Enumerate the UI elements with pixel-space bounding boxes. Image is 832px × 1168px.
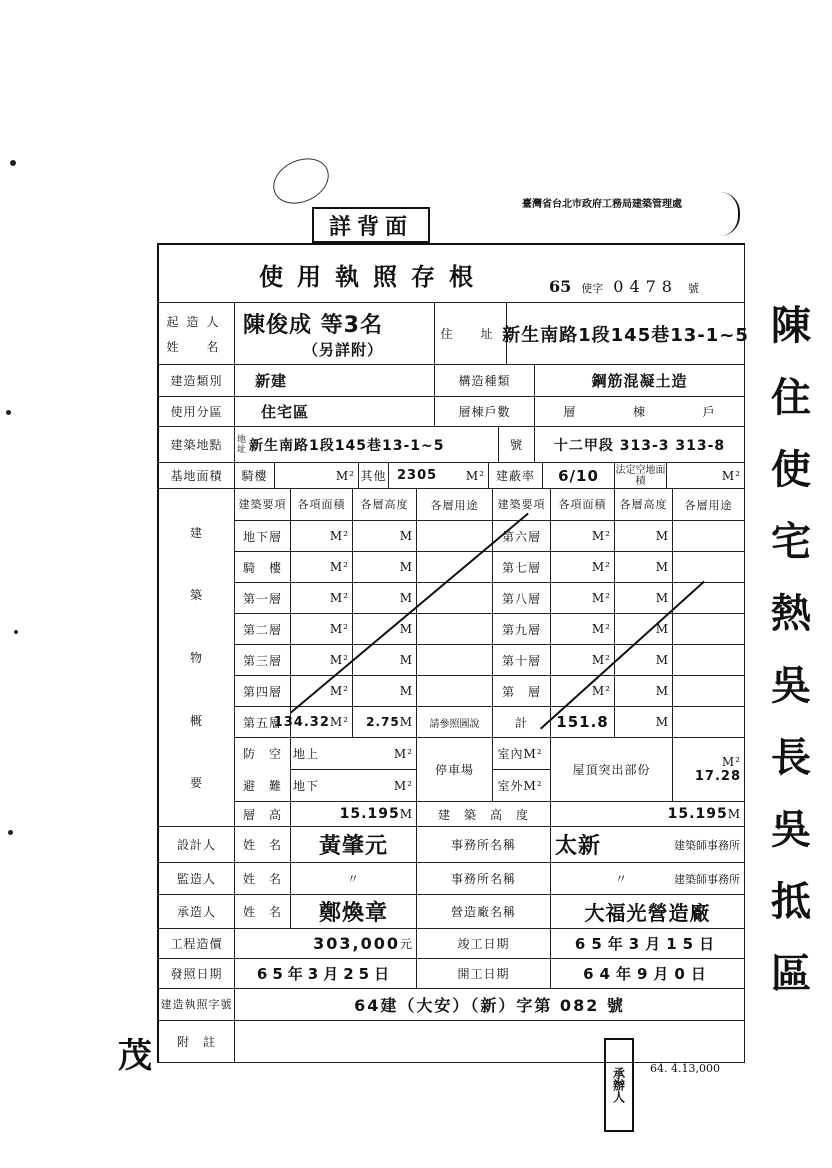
floors-header-height-left: 各層高度 — [353, 489, 417, 521]
location-address: 地址 新生南路1段145巷13-1~5 — [235, 427, 499, 463]
left-margin-mark: 茂 — [118, 1036, 152, 1076]
roof-label: 屋頂突出部份 — [551, 738, 673, 802]
floors-header-area-left: 各項面積 — [291, 489, 353, 521]
floor-height: M — [615, 552, 673, 583]
parking-outdoor: 室外 M² — [493, 770, 551, 802]
supervisor-office: 〃 建築師事務所 — [551, 863, 745, 895]
floor-label: 騎 樓 — [235, 552, 291, 583]
done-date-label: 竣工日期 — [417, 929, 551, 959]
floor-height: M — [615, 614, 673, 645]
floor-area: M² — [291, 645, 353, 676]
floor-area: 151.8 — [551, 707, 615, 738]
floor-label: 第九層 — [493, 614, 551, 645]
floor-height: M — [353, 583, 417, 614]
floor-area: M² — [291, 614, 353, 645]
margin-dots — [10, 160, 16, 166]
shelter-below: 地下 M² — [291, 770, 417, 802]
permit-value: 64建（大安）（新）字第 082 號 — [235, 989, 745, 1021]
base-area-label: 基地面積 — [159, 463, 235, 489]
floor-label: 第八層 — [493, 583, 551, 614]
margin-dots — [6, 410, 11, 415]
start-date-value: 64年9月0日 — [551, 959, 745, 989]
floor-height: M — [353, 676, 417, 707]
floor-label: 地下層 — [235, 521, 291, 552]
roof-value: M² 17.28 — [673, 738, 745, 802]
floor-height-value: 15.195 M — [291, 802, 417, 827]
floors-header-item-right: 建築要項 — [493, 489, 551, 521]
contractor-company-label: 營造廠名稱 — [417, 895, 551, 929]
done-date-value: 65年3月15日 — [551, 929, 745, 959]
designer-name-label: 姓 名 — [235, 827, 291, 863]
floor-use — [673, 676, 745, 707]
margin-dots — [8, 830, 13, 835]
building-height-label: 建 築 高 度 — [417, 802, 551, 827]
supervisor-role: 監造人 — [159, 863, 235, 895]
building-height-value: 15.195 M — [551, 802, 745, 827]
note-label: 附 註 — [159, 1021, 235, 1063]
floor-label: 第十層 — [493, 645, 551, 676]
permit-number: 65 使字 0478 號 — [549, 277, 699, 296]
contractor-role: 承造人 — [159, 895, 235, 929]
floor-height: M — [615, 676, 673, 707]
location-lot-value: 十二甲段 313-3 313-8 — [535, 427, 745, 463]
shelter-label: 防 空 避 難 — [235, 738, 291, 802]
floor-area: M² — [551, 614, 615, 645]
corner-mark — [266, 150, 336, 213]
floor-area: M² — [291, 552, 353, 583]
floor-use — [417, 614, 493, 645]
floor-height: M — [353, 552, 417, 583]
arcade-area: M² — [275, 463, 359, 489]
margin-dots — [14, 630, 18, 634]
floor-area: M² — [551, 552, 615, 583]
floor-area: M² — [551, 521, 615, 552]
permit-label: 建造執照字號 — [159, 989, 235, 1021]
shelter-above: 地上 M² — [291, 738, 417, 770]
official-seal: 承辦人 — [604, 1038, 634, 1132]
floor-use — [417, 552, 493, 583]
other-label: 其他 — [359, 463, 389, 489]
building-type-value: 新建 — [235, 365, 435, 397]
designer-office-label: 事務所名稱 — [417, 827, 551, 863]
floor-height: M — [353, 614, 417, 645]
cost-label: 工程造價 — [159, 929, 235, 959]
floors-label: 層棟戶數 — [435, 397, 535, 427]
floor-label: 第六層 — [493, 521, 551, 552]
floor-use — [417, 676, 493, 707]
issue-date-value: 65年3月25日 — [235, 959, 417, 989]
structure-value: 鋼筋混凝土造 — [535, 365, 745, 397]
designer-name: 黃肇元 — [291, 827, 417, 863]
designer-office: 太新 建築師事務所 — [551, 827, 745, 863]
floor-label: 第 層 — [493, 676, 551, 707]
cost-value: 303,000 元 — [235, 929, 417, 959]
detail-back-stamp: 詳背面 — [312, 207, 430, 243]
supervisor-office-label: 事務所名稱 — [417, 863, 551, 895]
other-area: 2305 M² — [389, 463, 489, 489]
page-title: 使用執照存根 — [259, 262, 487, 291]
building-section-label: 建 築 物 概 要 — [159, 489, 235, 827]
floor-height: M — [615, 645, 673, 676]
floor-area: M² — [551, 676, 615, 707]
floor-use — [417, 645, 493, 676]
floor-area: M² — [551, 645, 615, 676]
building-type-label: 建造類別 — [159, 365, 235, 397]
floor-label: 第三層 — [235, 645, 291, 676]
contractor-name: 鄭煥章 — [291, 895, 417, 929]
parking-label: 停車場 — [417, 738, 493, 802]
floor-use — [417, 583, 493, 614]
supervisor-name: 〃 — [291, 863, 417, 895]
contractor-name-label: 姓 名 — [235, 895, 291, 929]
floor-use — [673, 645, 745, 676]
floors-value: 層 棟 戶 — [535, 397, 745, 427]
print-info: 64. 4.13,000 — [650, 1062, 720, 1075]
applicant-name: 陳俊成 等3名 （另詳附） — [235, 303, 435, 365]
floor-height-label: 層 高 — [235, 802, 291, 827]
designer-role: 設計人 — [159, 827, 235, 863]
note-value — [235, 1021, 745, 1063]
coverage-value: 6/10 — [543, 463, 615, 489]
right-margin-notes: 陳 住 使 宅 熱 吳 長 吳 抵 區 — [771, 303, 811, 997]
address-label: 住 址 — [435, 303, 507, 365]
floor-use — [417, 521, 493, 552]
floor-height: M — [615, 707, 673, 738]
floor-label: 第五層 — [235, 707, 291, 738]
coverage-label: 建蔽率 — [489, 463, 543, 489]
open-space-area: M² — [667, 463, 745, 489]
floor-area: M² — [551, 583, 615, 614]
floor-area: M² — [291, 521, 353, 552]
location-label: 建築地點 — [159, 427, 235, 463]
contractor-company: 大福光營造廠 — [551, 895, 745, 929]
open-space-label: 法定空地面積 — [615, 463, 667, 489]
floor-area: M² — [291, 583, 353, 614]
floor-label: 第二層 — [235, 614, 291, 645]
form-title — [159, 245, 745, 303]
floor-use — [673, 521, 745, 552]
floor-use: 請參照圖說 — [417, 707, 493, 738]
floor-use — [673, 614, 745, 645]
issue-date-label: 發照日期 — [159, 959, 235, 989]
floor-area: M² — [291, 676, 353, 707]
floor-use — [673, 707, 745, 738]
applicant-label: 起造人 姓 名 — [159, 303, 235, 365]
floor-label: 計 — [493, 707, 551, 738]
office-seal: 臺灣省台北市政府工務局建築管理處 — [512, 192, 740, 236]
arcade-label: 騎樓 — [235, 463, 275, 489]
zoning-label: 使用分區 — [159, 397, 235, 427]
floor-height: M — [353, 521, 417, 552]
zoning-value: 住宅區 — [235, 397, 435, 427]
floor-height: M — [353, 645, 417, 676]
floors-header-height-right: 各層高度 — [615, 489, 673, 521]
parking-indoor: 室內 M² — [493, 738, 551, 770]
location-lot-label: 號 — [499, 427, 535, 463]
floor-height: 2.75 M — [353, 707, 417, 738]
floor-area: 134.32 M² — [291, 707, 353, 738]
floor-use — [673, 552, 745, 583]
floors-header-item-left: 建築要項 — [235, 489, 291, 521]
floors-header-area-right: 各項面積 — [551, 489, 615, 521]
floor-label: 第四層 — [235, 676, 291, 707]
floors-header-use-right: 各層用途 — [673, 489, 745, 521]
floors-header-use-left: 各層用途 — [417, 489, 493, 521]
address-value: 新生南路1段145巷13-1~5 — [507, 303, 745, 365]
floor-height: M — [615, 583, 673, 614]
floor-height: M — [615, 521, 673, 552]
floor-label: 第一層 — [235, 583, 291, 614]
start-date-label: 開工日期 — [417, 959, 551, 989]
floor-label: 第七層 — [493, 552, 551, 583]
supervisor-name-label: 姓 名 — [235, 863, 291, 895]
permit-form — [157, 243, 749, 1063]
structure-label: 構造種類 — [435, 365, 535, 397]
